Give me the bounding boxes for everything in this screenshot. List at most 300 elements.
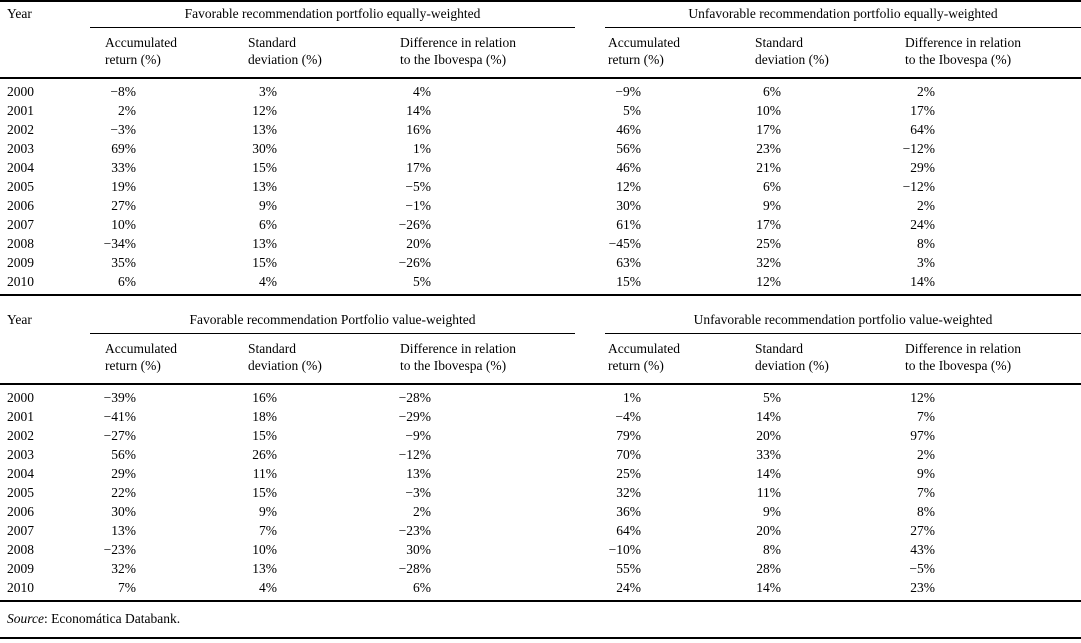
column-header-row — [0, 28, 1081, 79]
table-row — [0, 121, 1081, 140]
value-text: 7% — [259, 523, 277, 538]
value-text: 23% — [910, 580, 935, 595]
column-header-line: to the Ibovespa (%) — [400, 358, 507, 373]
value-text: 26% — [252, 447, 277, 462]
column-header-standard-deviation — [745, 334, 895, 385]
year-cell: 2007 — [7, 217, 34, 232]
column-header-line: return (%) — [105, 52, 161, 67]
value-cell — [233, 541, 385, 560]
table-row — [0, 216, 1081, 235]
year-cell: 2002 — [7, 122, 34, 137]
year-cell: 2007 — [7, 523, 34, 538]
table-row — [0, 465, 1081, 484]
value-cell — [385, 254, 575, 273]
value-text: 14% — [406, 103, 431, 118]
value-cell — [385, 408, 575, 427]
column-header-line: Accumulated — [608, 35, 681, 50]
value-text: 6% — [413, 580, 431, 595]
value-cell — [385, 121, 575, 140]
value-cell — [745, 579, 895, 602]
value-text: 17% — [406, 160, 431, 175]
value-cell — [90, 522, 233, 541]
spacer-cell — [575, 484, 605, 503]
value-cell — [233, 427, 385, 446]
table-row — [0, 102, 1081, 121]
value-text: 11% — [756, 485, 781, 500]
column-header-line: Difference in relation — [905, 341, 1021, 356]
value-text: 30% — [616, 198, 642, 213]
value-text: 17% — [756, 122, 782, 137]
value-text: 2% — [413, 504, 431, 519]
value-text: 12% — [756, 274, 782, 289]
value-text: 10% — [111, 217, 136, 232]
value-cell — [605, 541, 745, 560]
value-text: −45% — [608, 236, 642, 251]
column-header-difference-ibovespa — [385, 28, 575, 79]
value-cell — [745, 465, 895, 484]
value-text: 56% — [111, 447, 136, 462]
value-cell — [90, 140, 233, 159]
value-text: −12% — [398, 447, 431, 462]
value-text: 64% — [910, 122, 936, 137]
value-cell — [745, 503, 895, 522]
source-text: : Economática Databank. — [44, 611, 181, 626]
spacer-cell — [575, 102, 605, 121]
value-cell — [895, 102, 1081, 121]
column-header-line: Standard — [755, 35, 804, 50]
value-cell — [90, 273, 233, 296]
value-cell — [233, 102, 385, 121]
value-cell — [385, 465, 575, 484]
value-cell — [233, 78, 385, 102]
value-text: 13% — [111, 523, 136, 538]
value-cell — [605, 273, 745, 296]
value-text: −39% — [103, 390, 136, 405]
value-text: −9% — [405, 428, 431, 443]
table-row — [0, 560, 1081, 579]
value-text: 7% — [917, 485, 935, 500]
value-cell — [605, 197, 745, 216]
value-text: 24% — [910, 217, 936, 232]
value-cell — [895, 446, 1081, 465]
value-cell — [605, 384, 745, 408]
value-cell — [605, 121, 745, 140]
value-cell — [895, 159, 1081, 178]
value-text: −23% — [103, 542, 136, 557]
spacer-cell — [575, 579, 605, 602]
group-title-unfavorable-value: Unfavorable recommendation portfolio value-weighted — [605, 308, 1081, 334]
value-text: −9% — [615, 84, 642, 99]
value-cell — [385, 178, 575, 197]
value-text: 9% — [259, 504, 277, 519]
spacer-cell — [575, 427, 605, 446]
year-cell: 2004 — [7, 466, 34, 481]
year-cell: 2006 — [7, 198, 34, 213]
value-cell — [90, 484, 233, 503]
spacer-cell — [575, 235, 605, 254]
value-cell — [745, 235, 895, 254]
value-text: −4% — [615, 409, 641, 424]
value-cell — [895, 78, 1081, 102]
year-cell: 2006 — [7, 504, 34, 519]
value-cell — [895, 216, 1081, 235]
value-cell — [233, 254, 385, 273]
spacer-cell — [575, 541, 605, 560]
value-text: 29% — [111, 466, 136, 481]
year-cell: 2003 — [7, 447, 34, 462]
column-header-line: deviation (%) — [248, 358, 322, 373]
value-cell — [745, 254, 895, 273]
value-text: 25% — [616, 466, 641, 481]
spacer-cell — [575, 216, 605, 235]
value-text: −26% — [398, 217, 431, 232]
column-header-line: Accumulated — [608, 341, 680, 356]
group-title-unfavorable-equally: Unfavorable recommendation portfolio equally-weighted — [605, 1, 1081, 28]
value-text: −28% — [398, 390, 431, 405]
year-cell: 2005 — [7, 179, 34, 194]
column-header-standard-deviation — [233, 28, 385, 79]
table-equally-weighted — [0, 0, 1081, 296]
value-cell — [233, 216, 385, 235]
year-cell: 2000 — [7, 84, 34, 99]
value-text: 6% — [763, 179, 782, 194]
value-cell — [90, 197, 233, 216]
group-spacer — [575, 308, 605, 384]
spacer-cell — [575, 121, 605, 140]
value-cell — [90, 121, 233, 140]
value-text: 3% — [917, 255, 936, 270]
spacer-cell — [575, 560, 605, 579]
value-text: 36% — [616, 504, 641, 519]
table-row — [0, 408, 1081, 427]
value-cell — [233, 484, 385, 503]
value-text: 30% — [406, 542, 431, 557]
table-row — [0, 503, 1081, 522]
value-cell — [895, 140, 1081, 159]
value-cell — [385, 541, 575, 560]
spacer-cell — [575, 197, 605, 216]
value-text: 4% — [259, 274, 277, 289]
value-cell — [385, 579, 575, 602]
table-row — [0, 178, 1081, 197]
value-text: 10% — [252, 542, 277, 557]
table-body-value-weighted — [0, 384, 1081, 601]
value-cell — [745, 384, 895, 408]
column-header-line: Standard — [248, 35, 296, 50]
value-text: 18% — [252, 409, 277, 424]
value-text: 6% — [118, 274, 136, 289]
column-header-accumulated-return — [605, 28, 745, 79]
value-cell — [605, 446, 745, 465]
column-header-standard-deviation — [745, 28, 895, 79]
value-text: 11% — [252, 466, 277, 481]
value-cell — [605, 484, 745, 503]
value-text: 10% — [756, 103, 782, 118]
column-header-line: Difference in relation — [905, 35, 1021, 50]
value-text: 2% — [917, 447, 935, 462]
value-cell — [745, 178, 895, 197]
value-text: 32% — [616, 485, 641, 500]
value-text: 9% — [917, 466, 935, 481]
value-text: 15% — [252, 160, 277, 175]
column-header-line: Difference in relation — [400, 341, 516, 356]
year-cell: 2001 — [7, 409, 34, 424]
value-text: 4% — [259, 580, 277, 595]
column-header-difference-ibovespa — [895, 334, 1081, 385]
value-text: 32% — [756, 255, 782, 270]
value-text: 17% — [910, 103, 936, 118]
value-text: 12% — [616, 179, 642, 194]
value-text: 17% — [756, 217, 782, 232]
value-cell — [745, 484, 895, 503]
value-text: −27% — [103, 428, 136, 443]
value-cell — [233, 140, 385, 159]
value-cell — [90, 427, 233, 446]
value-text: 15% — [252, 485, 277, 500]
year-cell: 2002 — [7, 428, 34, 443]
value-text: 7% — [917, 409, 935, 424]
value-cell — [745, 197, 895, 216]
value-text: 27% — [111, 198, 136, 213]
value-cell — [745, 121, 895, 140]
value-cell — [90, 102, 233, 121]
value-cell — [745, 159, 895, 178]
spacer-cell — [575, 159, 605, 178]
value-cell — [385, 235, 575, 254]
column-header-accumulated-return — [90, 334, 233, 385]
value-cell — [895, 273, 1081, 296]
value-text: 15% — [616, 274, 642, 289]
value-text: 33% — [756, 447, 781, 462]
value-text: 12% — [910, 390, 935, 405]
value-cell — [233, 235, 385, 254]
value-text: 22% — [111, 485, 136, 500]
value-text: 13% — [252, 236, 277, 251]
value-cell — [90, 579, 233, 602]
value-cell — [745, 522, 895, 541]
value-text: 9% — [763, 504, 781, 519]
value-cell — [385, 159, 575, 178]
group-header-row — [0, 308, 1081, 334]
value-cell — [745, 102, 895, 121]
value-text: 14% — [756, 466, 781, 481]
value-text: 79% — [616, 428, 641, 443]
value-text: 2% — [917, 84, 936, 99]
column-header-standard-deviation — [233, 334, 385, 385]
value-text: −41% — [103, 409, 136, 424]
table-row — [0, 254, 1081, 273]
value-text: 7% — [118, 580, 136, 595]
spacer-cell — [575, 273, 605, 296]
value-text: 3% — [259, 84, 277, 99]
column-header-line: deviation (%) — [755, 358, 829, 373]
value-text: 13% — [252, 122, 277, 137]
year-cell: 2010 — [7, 580, 34, 595]
value-cell — [605, 78, 745, 102]
value-cell — [745, 446, 895, 465]
value-text: 46% — [616, 160, 642, 175]
value-cell — [605, 503, 745, 522]
value-text: −1% — [405, 198, 431, 213]
value-text: 8% — [917, 504, 935, 519]
value-cell — [895, 541, 1081, 560]
value-text: 43% — [910, 542, 935, 557]
column-header-difference-ibovespa — [895, 28, 1081, 79]
value-text: 9% — [259, 198, 277, 213]
value-cell — [745, 140, 895, 159]
value-text: −29% — [398, 409, 431, 424]
value-cell — [385, 197, 575, 216]
value-cell — [233, 178, 385, 197]
value-text: −12% — [902, 141, 936, 156]
year-cell: 2010 — [7, 274, 34, 289]
value-text: 14% — [756, 409, 781, 424]
value-text: 29% — [910, 160, 936, 175]
column-header-line: Accumulated — [105, 35, 177, 50]
group-header-row — [0, 1, 1081, 28]
value-text: 6% — [259, 217, 277, 232]
value-cell — [233, 465, 385, 484]
value-cell — [90, 235, 233, 254]
year-cell: 2009 — [7, 255, 34, 270]
value-cell — [385, 484, 575, 503]
value-text: −23% — [398, 523, 431, 538]
value-cell — [605, 178, 745, 197]
value-text: 5% — [413, 274, 431, 289]
value-text: 9% — [763, 198, 782, 213]
table-row — [0, 78, 1081, 102]
value-text: 6% — [763, 84, 782, 99]
year-cell: 2009 — [7, 561, 34, 576]
table-row — [0, 273, 1081, 296]
value-cell — [233, 446, 385, 465]
table-row — [0, 522, 1081, 541]
table-row — [0, 579, 1081, 602]
value-cell — [605, 579, 745, 602]
value-cell — [385, 78, 575, 102]
table-row — [0, 197, 1081, 216]
value-cell — [895, 121, 1081, 140]
table-head — [0, 308, 1081, 384]
column-header-line: Standard — [755, 341, 803, 356]
table-row — [0, 541, 1081, 560]
value-text: 2% — [917, 198, 936, 213]
value-text: −34% — [103, 236, 136, 251]
group-title-favorable-equally: Favorable recommendation portfolio equally-weighted — [90, 1, 575, 28]
value-cell — [745, 408, 895, 427]
value-cell — [605, 159, 745, 178]
spacer-cell — [575, 503, 605, 522]
value-text: 23% — [756, 141, 782, 156]
value-text: −5% — [909, 561, 935, 576]
value-cell — [605, 140, 745, 159]
value-cell — [90, 503, 233, 522]
value-text: 32% — [111, 561, 136, 576]
value-cell — [385, 140, 575, 159]
value-text: 97% — [910, 428, 935, 443]
value-cell — [895, 522, 1081, 541]
column-header-line: Standard — [248, 341, 296, 356]
value-text: −26% — [398, 255, 431, 270]
value-text: 46% — [616, 122, 642, 137]
value-cell — [233, 273, 385, 296]
year-cell: 2003 — [7, 141, 34, 156]
year-cell: 2000 — [7, 390, 34, 405]
value-cell — [385, 560, 575, 579]
value-text: −8% — [110, 84, 136, 99]
year-cell: 2004 — [7, 160, 34, 175]
value-cell — [90, 560, 233, 579]
value-text: 5% — [763, 390, 781, 405]
value-cell — [233, 159, 385, 178]
value-cell — [745, 560, 895, 579]
value-cell — [90, 465, 233, 484]
value-cell — [895, 384, 1081, 408]
spacer-cell — [575, 140, 605, 159]
value-cell — [90, 541, 233, 560]
value-cell — [605, 427, 745, 446]
value-cell — [385, 384, 575, 408]
value-text: −5% — [405, 179, 431, 194]
value-cell — [90, 216, 233, 235]
value-cell — [90, 78, 233, 102]
column-header-line: return (%) — [105, 358, 161, 373]
value-cell — [90, 254, 233, 273]
source-note — [0, 602, 1081, 639]
value-text: 2% — [118, 103, 136, 118]
value-cell — [90, 384, 233, 408]
value-text: 30% — [111, 504, 136, 519]
column-header-line: deviation (%) — [248, 52, 322, 67]
year-cell: 2008 — [7, 542, 34, 557]
column-header-accumulated-return — [605, 334, 745, 385]
value-cell — [385, 446, 575, 465]
value-text: 16% — [252, 390, 277, 405]
value-text: −3% — [405, 485, 431, 500]
column-header-line: to the Ibovespa (%) — [905, 358, 1012, 373]
value-cell — [895, 408, 1081, 427]
value-cell — [233, 503, 385, 522]
spacer-cell — [575, 408, 605, 427]
value-cell — [233, 121, 385, 140]
spacer-cell — [575, 254, 605, 273]
value-cell — [385, 503, 575, 522]
value-text: −10% — [608, 542, 641, 557]
table-row — [0, 446, 1081, 465]
value-text: 8% — [917, 236, 936, 251]
value-text: 1% — [623, 390, 641, 405]
value-text: 4% — [413, 84, 431, 99]
value-text: 69% — [111, 141, 136, 156]
value-text: 20% — [756, 523, 781, 538]
year-cell: 2001 — [7, 103, 34, 118]
spacer-cell — [575, 446, 605, 465]
table-row — [0, 484, 1081, 503]
value-text: 19% — [111, 179, 136, 194]
source-label: Source — [7, 611, 44, 626]
table-head — [0, 1, 1081, 78]
value-cell — [895, 427, 1081, 446]
value-text: 64% — [616, 523, 641, 538]
value-cell — [605, 465, 745, 484]
spacer-cell — [575, 465, 605, 484]
table-row — [0, 427, 1081, 446]
value-text: 30% — [252, 141, 277, 156]
value-cell — [745, 541, 895, 560]
value-text: −12% — [902, 179, 936, 194]
group-title-favorable-value: Favorable recommendation Portfolio value-weighted — [90, 308, 575, 334]
value-text: 20% — [406, 236, 431, 251]
